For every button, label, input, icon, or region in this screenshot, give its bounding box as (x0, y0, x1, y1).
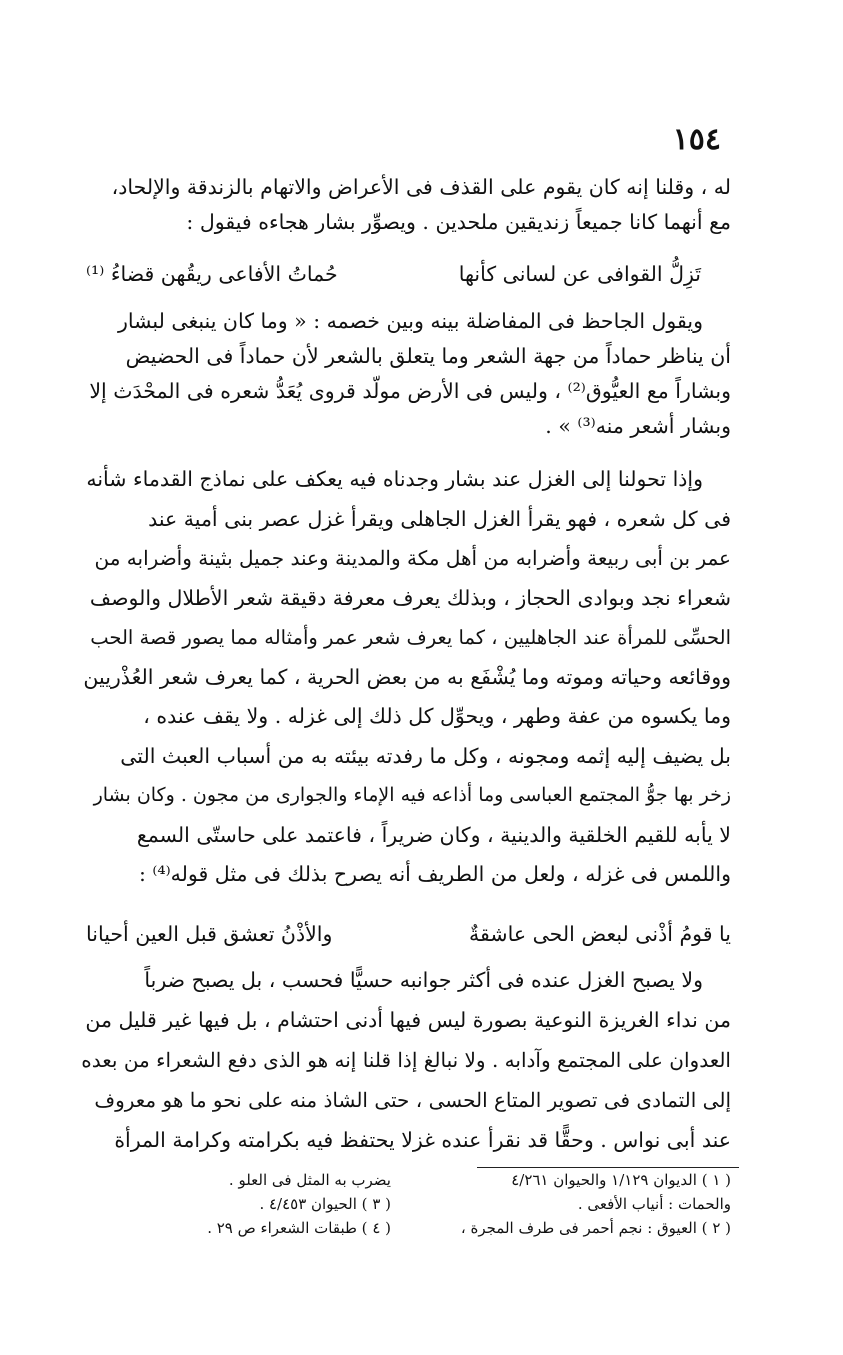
footnote-4: ( ٤ ) طبقات الشعراء ص ٢٩ . (207, 1219, 391, 1237)
text-line: من نداء الغريزة النوعية بصورة ليس فيها أدنى احتشام ، بل فيها غير قليل من (85, 1008, 731, 1032)
footnote-1: ( ١ ) الديوان ١/١٢٩ والحيوان ٤/٢٦١ (511, 1171, 731, 1189)
text-line: واللمس فى غزله ، ولعل من الطريف أنه يصرح بذلك فى مثل قوله⁽⁴⁾ : (138, 862, 731, 886)
text-line: الحسِّى للمرأة عند الجاهليين ، كما يعرف شعر عمر وأمثاله مما يصور قصة الحب (90, 626, 731, 649)
text-line: وبشاراً مع العيُّوق⁽²⁾ ، وليس فى الأرض مولّد قروى يُعَدُّ شعره فى المحْدَث إلا (89, 379, 731, 403)
text-line: لا يأبه للقيم الخلقية والدينية ، وكان ضريراً ، فاعتمد على حاستّى السمع (136, 822, 731, 847)
footnotes (81, 1168, 731, 1240)
text-line: ووقائعه وحياته وموته وما يُشْفَع به من بعض الحرية ، كما يعرف شعر العُذْريين (83, 664, 731, 689)
footnote-3: ( ٣ ) الحيوان ٤/٤٥٣ . (259, 1195, 391, 1213)
text-line: وما يكسوه من عفة وطهر ، ويحوِّل كل ذلك إلى غزله . ولا يقف عنده ، (143, 704, 731, 728)
body-text-block-1 (81, 170, 731, 240)
footnote-2: ( ٢ ) العيوق : نجم أحمر فى طرف المجرة ، (460, 1219, 731, 1237)
body-text-block-4 (81, 960, 731, 1160)
text-line: أن يناظر حماداً من جهة الشعر وما يتعلق بالشعر لأن حماداً فى الحضيض (125, 344, 731, 368)
text-line: ويقول الجاحظ فى المفاضلة بينه وبين خصمه : « وما كان ينبغى لبشار (117, 309, 703, 333)
text-line: بل يضيف إليه إثمه ومجونه ، وكل ما رفدته بيئته به من أسباب العبث التى (120, 743, 731, 768)
footnote-2-continuation: يضرب به المثل فى العلو . (228, 1171, 391, 1189)
text-line: زخر بها جوُّ المجتمع العباسى وما أذاعه فيه الإماء والجوارى من مجون . وكان بشار (93, 784, 731, 806)
verse-2-first-hemistich: يا قومُ أذْنى لبعض الحى عاشقةٌ (469, 922, 731, 946)
footnote-row (81, 1168, 731, 1192)
footnote-1-continuation: والحمات : أنياب الأفعى . (577, 1195, 731, 1213)
footnote-row (81, 1192, 731, 1216)
body-text-block-3 (81, 460, 731, 895)
verse-1 (81, 262, 731, 302)
text-line: مع أنهما كانا جميعاً زنديقين ملحدين . ويصوِّر بشار هجاءه فيقول : (186, 210, 731, 234)
text-line: العدوان على المجتمع وآدابه . ولا نبالغ إذا قلنا إنه هو الذى دفع الشعراء من بعده (81, 1048, 731, 1072)
text-line: ولا يصبح الغزل عنده فى أكثر جوانبه حسيًّا فحسب ، بل يصبح ضرباً (144, 968, 703, 992)
verse-2 (81, 922, 731, 962)
verse-1-second-hemistich: حُماتُ الأفاعى ريقُهن قضاءُ ⁽¹⁾ (86, 262, 338, 286)
body-text-block-2 (81, 304, 731, 444)
footnote-row (81, 1216, 731, 1240)
text-line: وبشار أشعر منه⁽³⁾ » . (545, 414, 731, 438)
verse-1-first-hemistich: تَزِلُّ القوافى عن لسانى كأنها (458, 262, 701, 286)
text-line: له ، وقلنا إنه كان يقوم على القذف فى الأعراض والاتهام بالزندقة والإلحاد، (111, 175, 731, 199)
page-number: ١٥٤ (672, 122, 721, 157)
text-line: وإذا تحولنا إلى الغزل عند بشار وجدناه فيه يعكف على نماذج القدماء شأنه (86, 467, 703, 491)
text-line: شعراء نجد وبوادى الحجاز ، وبذلك يعرف معرفة دقيقة شعر الأطلال والوصف (89, 585, 731, 610)
text-line: عند أبى نواس . وحقًّا قد نقرأ عنده غزلا يحتفظ فيه بكرامته وكرامة المرأة (114, 1128, 731, 1152)
text-line: إلى التمادى فى تصوير المتاع الحسى ، حتى الشاذ منه على نحو ما هو معروف (94, 1088, 731, 1112)
text-line: عمر بن أبى ربيعة وأضرابه من أهل مكة والمدينة وعند جميل بثينة وأضرابه من (94, 546, 731, 570)
text-line: فى كل شعره ، فهو يقرأ الغزل الجاهلى ويقرأ غزل عصر بنى أمية عند (148, 506, 731, 531)
verse-2-second-hemistich: والأذْنُ تعشق قبل العين أحيانا (86, 922, 333, 946)
